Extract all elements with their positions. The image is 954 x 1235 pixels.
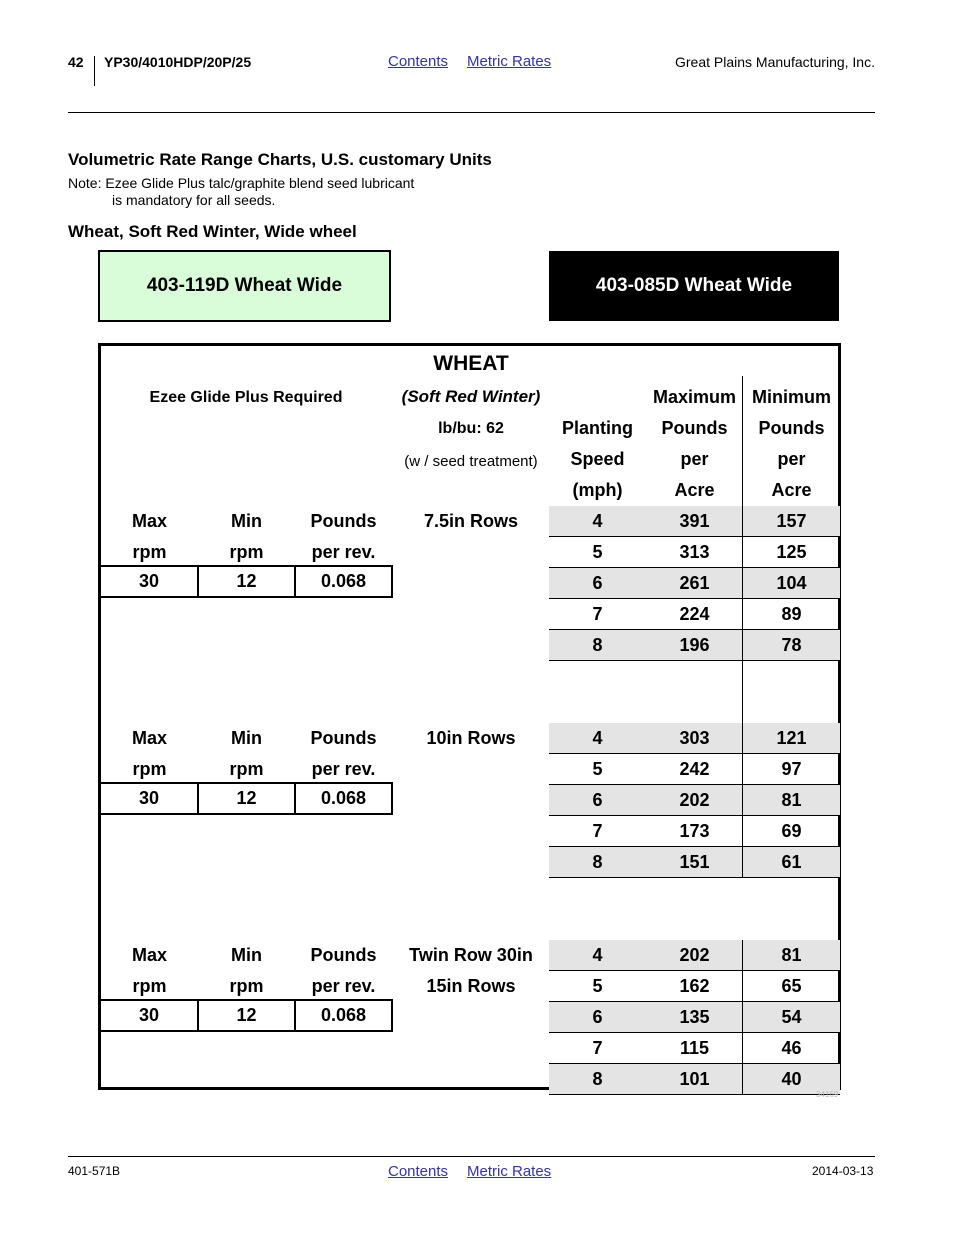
speed-cell: 6 xyxy=(592,1006,603,1027)
max-lbs-cell: 261 xyxy=(679,572,710,593)
speed-cell: 4 xyxy=(592,510,603,531)
min-lbs-cell: 157 xyxy=(776,510,807,531)
speed-header-line: (mph) xyxy=(572,479,623,500)
lb-per-bushel: lb/bu: 62 xyxy=(438,420,504,437)
min-lbs-cell: 78 xyxy=(781,634,802,655)
min-lbs-cell: 81 xyxy=(781,944,802,965)
page-number: 42 xyxy=(68,54,84,70)
speed-cell: 6 xyxy=(592,789,603,810)
model-title: YP30/4010HDP/20P/25 xyxy=(104,54,252,70)
col-divider xyxy=(742,723,743,878)
section-title: Volumetric Rate Range Charts, U.S. customary Units xyxy=(68,150,492,169)
variety: (Soft Red Winter) xyxy=(401,387,541,406)
min-rpm-value-box xyxy=(198,565,296,598)
speed-cell: 5 xyxy=(592,758,603,779)
min-lbs-cell: 46 xyxy=(781,1037,802,1058)
col-divider xyxy=(742,940,743,1095)
lb-per-rev-value-box xyxy=(295,565,393,598)
max-lbs-cell: 303 xyxy=(679,727,710,748)
lb-per-rev-value: 0.068 xyxy=(320,1005,367,1025)
min-lbs-header-line: Acre xyxy=(771,479,812,500)
min-rpm-value-box xyxy=(198,999,296,1032)
min-lbs-cell: 69 xyxy=(781,820,802,841)
min-lbs-cell: 104 xyxy=(776,572,807,593)
row-spacing-label xyxy=(391,537,551,567)
min-rpm-value: 12 xyxy=(236,1005,257,1025)
max-lbs-cell: 224 xyxy=(679,603,710,624)
min-lbs-cell: 81 xyxy=(781,789,802,810)
figure-id: 34169 xyxy=(816,1090,839,1099)
note-line-2: is mandatory for all seeds. xyxy=(112,192,276,208)
col-divider xyxy=(742,506,743,723)
wheel-box-119d-label: 403-119D Wheat Wide xyxy=(146,275,343,296)
footer-metric-rates-link[interactable]: Metric Rates xyxy=(467,1163,552,1180)
min-lbs-cell: 89 xyxy=(781,603,802,624)
footer-rule xyxy=(68,1156,875,1157)
lb-per-rev-value-box xyxy=(295,999,393,1032)
row-spacing-label: 10in Rows xyxy=(426,727,516,748)
rpm-header-max: rpm xyxy=(132,758,167,779)
max-lbs-cell: 151 xyxy=(679,851,710,872)
max-rpm-value-box xyxy=(101,782,199,815)
row-divider xyxy=(549,1094,840,1095)
speed-cell: 4 xyxy=(592,944,603,965)
rpm-header-max: Max xyxy=(131,510,167,531)
rpm-header-max: Max xyxy=(131,727,167,748)
max-lbs-cell: 101 xyxy=(679,1068,710,1089)
min-lbs-cell: 40 xyxy=(781,1068,802,1089)
min-lbs-cell: 61 xyxy=(781,851,802,872)
speed-cell: 7 xyxy=(592,820,603,841)
rpm-header-max: rpm xyxy=(132,975,167,996)
min-rpm-value: 12 xyxy=(236,788,257,808)
doc-number: 401-571B xyxy=(68,1164,121,1178)
max-lbs-header-line: Acre xyxy=(674,479,715,500)
min-lbs-cell: 54 xyxy=(781,1006,802,1027)
row-spacing-label: 7.5in Rows xyxy=(423,510,519,531)
rate-table xyxy=(98,343,841,1090)
speed-cell: 7 xyxy=(592,603,603,624)
speed-cell: 8 xyxy=(592,851,603,872)
min-lbs-cell: 97 xyxy=(781,758,802,779)
max-lbs-cell: 162 xyxy=(679,975,710,996)
rpm-header-lb: Pounds xyxy=(310,727,377,748)
max-lbs-cell: 391 xyxy=(679,510,710,531)
row-spacing-label: Twin Row 30in xyxy=(409,944,533,965)
company-name: Great Plains Manufacturing, Inc. xyxy=(675,54,875,70)
min-lbs-header-line: per xyxy=(777,448,806,469)
row-divider xyxy=(549,660,840,661)
max-lbs-cell: 196 xyxy=(679,634,710,655)
speed-cell: 5 xyxy=(592,975,603,996)
speed-cell: 8 xyxy=(592,1068,603,1089)
max-rpm-value: 30 xyxy=(138,571,160,591)
max-lbs-header-line: Maximum xyxy=(652,386,737,407)
min-lbs-cell: 65 xyxy=(781,975,802,996)
rpm-header-lb: Pounds xyxy=(310,944,377,965)
rpm-header-min: rpm xyxy=(229,758,264,779)
wheel-box-119d xyxy=(98,250,391,322)
speed-header-line: Speed xyxy=(570,448,625,469)
rpm-header-min: Min xyxy=(231,944,262,965)
row-spacing-label: 15in Rows xyxy=(426,975,516,996)
max-lbs-header-line: per xyxy=(680,448,709,469)
speed-cell: 4 xyxy=(592,727,603,748)
speed-cell: 7 xyxy=(592,1037,603,1058)
header-divider xyxy=(94,56,95,86)
max-rpm-value: 30 xyxy=(138,1005,160,1025)
row-divider xyxy=(549,877,840,878)
max-rpm-value-box xyxy=(101,565,199,598)
min-lbs-header-line: Pounds xyxy=(758,417,825,438)
doc-date: 2014-03-13 xyxy=(812,1164,874,1178)
header-rule xyxy=(68,112,875,113)
lube-note: Ezee Glide Plus Required xyxy=(149,389,343,406)
wheel-box-085d xyxy=(549,251,839,321)
lb-per-rev-value: 0.068 xyxy=(320,571,367,591)
max-lbs-cell: 135 xyxy=(679,1006,710,1027)
crop-name: WHEAT xyxy=(433,352,509,375)
max-rpm-value: 30 xyxy=(138,788,160,808)
rpm-header-lb: per rev. xyxy=(311,975,376,996)
lb-per-rev-value-box xyxy=(295,782,393,815)
chart-subtitle: Wheat, Soft Red Winter, Wide wheel xyxy=(68,222,357,241)
min-rpm-value-box xyxy=(198,782,296,815)
lb-per-rev-value: 0.068 xyxy=(320,788,367,808)
seed-treatment: (w / seed treatment) xyxy=(404,452,538,470)
max-lbs-cell: 242 xyxy=(679,758,710,779)
rpm-header-lb: per rev. xyxy=(311,541,376,562)
speed-cell: 5 xyxy=(592,541,603,562)
wheel-box-085d-label: 403-085D Wheat Wide xyxy=(595,275,793,296)
rpm-header-min: rpm xyxy=(229,541,264,562)
speed-cell: 8 xyxy=(592,634,603,655)
min-rpm-value: 12 xyxy=(236,571,257,591)
rpm-header-lb: Pounds xyxy=(310,510,377,531)
rpm-header-max: rpm xyxy=(132,541,167,562)
max-lbs-cell: 202 xyxy=(679,789,710,810)
min-lbs-cell: 125 xyxy=(776,541,807,562)
rpm-header-max: Max xyxy=(131,944,167,965)
max-lbs-cell: 115 xyxy=(679,1037,710,1058)
note-line-1: Note: Ezee Glide Plus talc/graphite blend seed lubricant xyxy=(68,175,415,191)
row-spacing-label xyxy=(391,754,551,784)
min-lbs-header-line: Minimum xyxy=(752,386,831,407)
footer-contents-link[interactable]: Contents xyxy=(388,1163,449,1180)
max-lbs-cell: 173 xyxy=(679,820,710,841)
max-lbs-cell: 313 xyxy=(679,541,710,562)
speed-cell: 6 xyxy=(592,572,603,593)
max-rpm-value-box xyxy=(101,999,199,1032)
rpm-header-lb: per rev. xyxy=(311,758,376,779)
max-lbs-header-line: Pounds xyxy=(661,417,728,438)
contents-link[interactable]: Contents xyxy=(388,53,449,70)
rpm-header-min: rpm xyxy=(229,975,264,996)
min-lbs-cell: 121 xyxy=(776,727,807,748)
rpm-header-min: Min xyxy=(231,510,262,531)
metric-rates-link[interactable]: Metric Rates xyxy=(467,53,552,70)
max-lbs-cell: 202 xyxy=(679,944,710,965)
speed-header-line: Planting xyxy=(562,417,633,438)
rpm-header-min: Min xyxy=(231,727,262,748)
